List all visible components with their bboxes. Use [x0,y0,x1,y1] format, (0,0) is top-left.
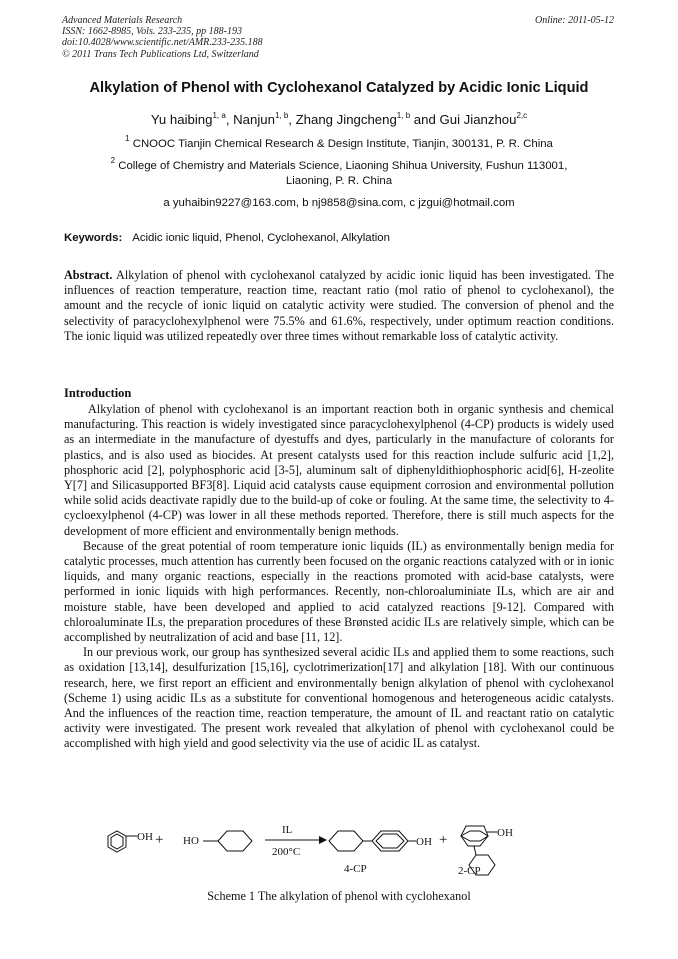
introduction-heading: Introduction [64,386,132,400]
4cp-aromatic-inner-ring [376,834,404,848]
author-affiliation-mark: 1, b [274,111,289,120]
affiliation-text-line2: Liaoning, P. R. China [285,175,393,187]
catalyst-label: IL [282,824,293,836]
2cp-label: 2-CP [458,865,481,877]
paper-title: Alkylation of Phenol with Cyclohexanol Catalyzed by Acidic Ionic Liquid [89,80,589,96]
keywords-text: Acidic ionic liquid, Phenol, Cyclohexanol, Alkylation [132,232,390,244]
temperature-label: 200°C [272,846,301,858]
affiliation-text: College of Chemistry and Materials Science, Liaoning Shihua University, Fushun 113001, [118,160,568,172]
online-date: Online: 2011-05-12 [535,15,614,26]
author-separator: , [288,112,296,127]
2cp-oh-label: OH [497,827,513,839]
copyright-line: © 2011 Trans Tech Publications Ltd, Switzerland [62,48,259,60]
scheme-caption: Scheme 1 The alkylation of phenol with cyclohexanol [207,889,471,903]
author-name: Yu haibing [150,112,213,127]
keywords-label: Keywords: [64,232,123,244]
keywords [64,232,390,244]
4cp-oh-label: OH [416,836,432,848]
arrow-head [319,836,327,844]
journal-name: Advanced Materials Research [62,15,183,26]
author-affiliation-mark: 1, b [396,111,411,120]
introduction-paragraph: Because of the great potential of room temperature ionic liquids (IL) as environmentally benign media for catalytic processes, much attention has currently been focused on the organic reactions catalyzed with or in ionic liquids, and many organic reactions, especially in the reactions promoted with acid-base catalysts, were performed in ionic liquids with high performances. Recently, non-chloroaluminiate ILs, which are air and moisture stable, have been developed and applied to acid catalyzed reactions [9-12]. Compared with chloroaluminate ILs, the preparation procedures of these Brønsted acidic ILs are relatively simple, which can be accomplished by neutralization of acid and base [11, 12]. [64,538,614,645]
author-affiliation-mark: 1, a [212,111,226,120]
4cp-cyclohexyl-ring [329,831,363,851]
doi-line[interactable]: doi:10.4028/www.scientific.net/AMR.233-235.188 [62,37,263,49]
author-separator: , [225,112,234,127]
author-separator: and [410,112,440,127]
cyclohexanol-ring [218,831,252,851]
affiliation-2 [0,156,678,189]
cyclohexanol-ho-label: HO [183,835,199,847]
abstract-text: Alkylation of phenol with cyclohexanol catalyzed by acidic ionic liquid has been investigated. The influences of reaction temperature, reaction time, reactant ratio (mol ratio of phenol to cyclohexanol), the amount and the recycle of ionic liquid on catalytic activity were studied. The conversion of phenol and the selectivity of paracyclohexylphenol were 75.5% and 61.6%, respectively, under optimum reaction conditions. The ionic liquid was utilized repeatedly over three times without remarkable loss of catalytic activity. [64,268,614,343]
affiliation-number: 2 [110,156,116,165]
4cp-label: 4-CP [344,863,367,875]
abstract-label: Abstract. [64,268,113,282]
introduction-paragraph: In our previous work, our group has synthesized several acidic ILs and applied them to some reactions, such as oxidation [13,14], desulfurization [15,16], cyclotrimerization[17] and alkylation [18]. With our continuous research, here, we first report an efficient and environmentally benign alkylation of phenol with cyclohexanol (Scheme 1) using acidic ILs as a substitute for conventional homogenous and heterogeneous acidic catalysts. And the influences of the reaction time, reaction temperature, the amount of IL and reactant ratio on catalytic activity were investigated. The present work revealed that alkylation of phenol with cyclohexanol could be accomplished with high yield and good selectivity via the use of acidic IL as catalyst. [64,645,614,751]
plus-sign: + [155,832,164,848]
2cp-linking-bond [474,846,476,855]
affiliation-text: CNOOC Tianjin Chemical Research & Design Institute, Tianjin, 300131, P. R. China [132,138,553,150]
author-emails: a yuhaibin9227@163.com, b nj9858@sina.com, c jzgui@hotmail.com [163,197,515,209]
journal-header [62,15,263,60]
plus-sign: + [439,832,448,848]
2cp-benzene-ring [461,831,488,841]
reaction-scheme [100,818,580,886]
affiliation-1 [0,134,678,152]
phenol-oh-label: OH [137,831,153,843]
phenol-aromatic-inner-ring [111,834,123,849]
author-name: Zhang Jingcheng [295,112,397,127]
abstract [64,268,614,344]
author-affiliation-mark: 2,c [516,111,528,120]
2cp-benzene-ring [461,826,488,846]
issn-line: ISSN: 1662-8985, Vols. 233-235, pp 188-193 [62,26,242,38]
author-name: Nanjun [233,112,275,127]
author-list [0,112,678,127]
introduction-paragraph: Alkylation of phenol with cyclohexanol is an important reaction both in organic synthesis and chemical manufacturing. This reaction is widely investigated since paracyclohexylphenol (4-CP) products is widely used as an intermediate in the manufacture of dyestuffs and dyes, particularly in the manufacture of colorants for plastics, and is also used as biocides. At present catalysts used for this reaction include sulfuric acid [1,2], phosphoric acid [2], polyphosphoric acid [3-5], aluminum salt of diphenyldithiophosphoric acid[6], H-zeolite Y[7] and Silicasupported BF3[8]. Liquid acid catalysts cause equipment corrosion and environmental pollution while solid acids deactivate rapidly due to the build-up of coke or fouling. At the same time, the selectivity to 4-cycloexylphenol (4-CP) was lower in all these methods reported. Therefore, there is still much aspects for the development of more efficient and environmentally benign methods. [64,402,614,538]
introduction-body [64,402,614,752]
affiliation-number: 1 [125,134,130,143]
author-name: Gui Jianzhou [439,112,517,127]
